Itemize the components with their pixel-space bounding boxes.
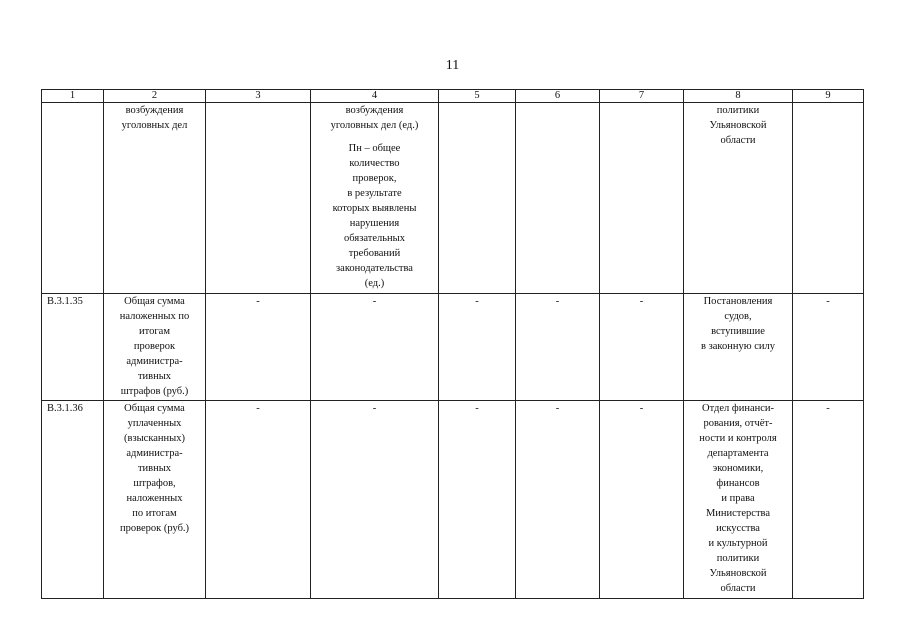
column-number: 8 <box>684 90 793 103</box>
table-cell <box>684 294 793 401</box>
formula-definition: Пн – общее количество проверок, в результате которых выявлены нарушения обязательных требований законодательства (ед.) <box>332 143 417 289</box>
column-number: 2 <box>104 90 206 103</box>
table-cell <box>311 294 439 401</box>
dash-value: - <box>475 403 479 414</box>
dash-value: - <box>555 296 560 307</box>
formula-text-continued: возбуждения уголовных дел (ед.) <box>330 105 419 131</box>
table-cell <box>104 401 206 599</box>
page-number: 11 <box>445 58 460 73</box>
information-source: Отдел финанси- рования, отчёт- ности и контроля департамента экономики, финансов и права Министерства искусства и культурной политики Ульяновской области <box>699 403 777 594</box>
table-cell <box>311 401 439 599</box>
dash-value: - <box>639 403 644 414</box>
table-cell <box>439 103 516 294</box>
table-cell <box>516 294 600 401</box>
table-cell <box>206 294 311 401</box>
column-number: 1 <box>42 90 104 103</box>
information-source: Постановления судов, вступившие в законную силу <box>701 296 775 352</box>
table-cell <box>206 103 311 294</box>
table-row <box>42 401 864 599</box>
indicator-name: Общая сумма наложенных по итогам проверок администра- тивных штрафов (руб.) <box>119 296 190 397</box>
table-cell <box>104 103 206 294</box>
table-cell <box>793 401 864 599</box>
column-number: 5 <box>439 90 516 103</box>
dash-value: - <box>826 296 830 307</box>
indicator-code: В.3.1.36 <box>42 401 104 599</box>
dash-value: - <box>555 403 560 414</box>
dash-value: - <box>639 296 644 307</box>
dash-value: - <box>256 296 260 307</box>
dash-value: - <box>475 296 479 307</box>
table-cell <box>516 103 600 294</box>
table-cell <box>793 294 864 401</box>
table-cell <box>516 401 600 599</box>
table-row <box>42 294 864 401</box>
table-cell <box>439 401 516 599</box>
table-cell <box>104 294 206 401</box>
table-cell <box>42 103 104 294</box>
table-cell <box>311 103 439 294</box>
column-number: 7 <box>600 90 684 103</box>
dash-value: - <box>256 403 260 414</box>
table-cell <box>684 401 793 599</box>
dash-value: - <box>826 403 830 414</box>
table-cell <box>439 294 516 401</box>
column-number: 6 <box>516 90 600 103</box>
column-number: 9 <box>793 90 864 103</box>
table-cell <box>600 294 684 401</box>
table-cell <box>793 103 864 294</box>
indicator-name: Общая сумма уплаченных (взысканных) администра- тивных штрафов, наложенных по итогам проверок (руб.) <box>119 403 190 534</box>
dash-value: - <box>372 403 377 414</box>
continuation-row <box>42 103 864 294</box>
table-cell <box>600 103 684 294</box>
column-number-row <box>42 90 864 103</box>
table-cell <box>600 401 684 599</box>
table-cell <box>684 103 793 294</box>
column-number: 4 <box>311 90 439 103</box>
table-cell <box>206 401 311 599</box>
dash-value: - <box>372 296 377 307</box>
indicator-code: В.3.1.35 <box>42 294 104 401</box>
indicators-table <box>41 89 864 599</box>
source-continued: политики Ульяновской области <box>709 105 767 146</box>
column-number: 3 <box>206 90 311 103</box>
indicator-name-continued: возбуждения уголовных дел <box>121 105 188 131</box>
